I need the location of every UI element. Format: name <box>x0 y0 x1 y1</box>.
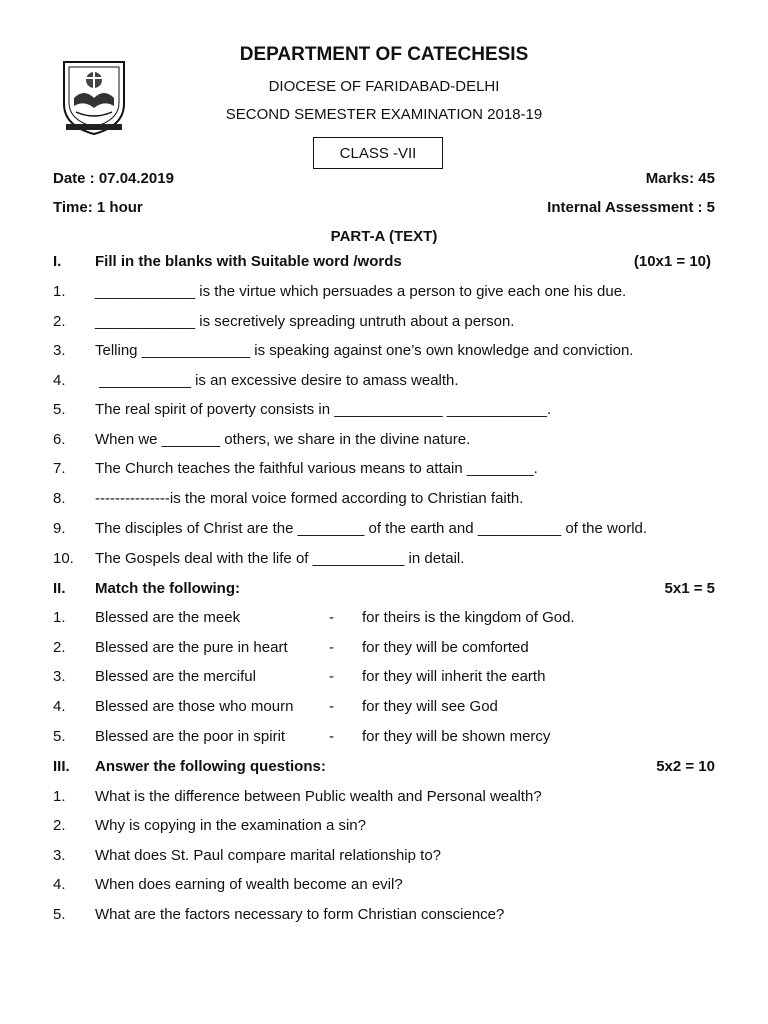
total-marks: Marks: 45 <box>645 170 715 187</box>
section-title: Fill in the blanks with Suitable word /words <box>95 253 402 270</box>
match-left: Blessed are the poor in spirit <box>95 728 286 745</box>
match-left: Blessed are the pure in heart <box>95 639 288 656</box>
class-box <box>313 137 443 169</box>
question-text: The Gospels deal with the life of ___________ in detail. <box>95 550 465 567</box>
match-dash: - <box>329 668 334 685</box>
match-right: for they will inherit the earth <box>362 668 546 685</box>
match-left: Blessed are the merciful <box>95 668 256 685</box>
question-number: 2. <box>53 313 66 330</box>
question-number: 8. <box>53 490 66 507</box>
section-title: Match the following: <box>95 580 240 597</box>
question-number: 1. <box>53 283 66 300</box>
match-left: Blessed are the meek <box>95 609 241 626</box>
match-number: 1. <box>53 609 66 626</box>
question-text: What is the difference between Public wealth and Personal wealth? <box>95 788 542 805</box>
question-number: 6. <box>53 431 66 448</box>
internal-assessment: Internal Assessment : 5 <box>547 199 715 216</box>
question-text: ____________ is the virtue which persuades a person to give each one his due. <box>95 283 627 300</box>
match-dash: - <box>329 639 334 656</box>
question-text: ___________ is an excessive desire to amass wealth. <box>95 372 459 389</box>
question-number: 5. <box>53 401 66 418</box>
section-marks: 5x2 = 10 <box>656 758 715 775</box>
section-numeral: II. <box>53 580 66 597</box>
question-number: 7. <box>53 460 66 477</box>
exam-name: SECOND SEMESTER EXAMINATION 2018-19 <box>225 106 543 123</box>
question-text: What are the factors necessary to form Christian conscience? <box>95 906 505 923</box>
match-number: 2. <box>53 639 66 656</box>
match-number: 3. <box>53 668 66 685</box>
section-title: Answer the following questions: <box>95 758 326 775</box>
question-text: The real spirit of poverty consists in _____________ ____________. <box>95 401 552 418</box>
question-number: 10. <box>53 550 74 567</box>
match-number: 4. <box>53 698 66 715</box>
question-number: 1. <box>53 788 66 805</box>
question-text: ____________ is secretively spreading untruth about a person. <box>95 313 515 330</box>
section-marks: 5x1 = 5 <box>664 580 715 597</box>
match-number: 5. <box>53 728 66 745</box>
question-text: ---------------is the moral voice formed according to Christian faith. <box>95 490 524 507</box>
question-number: 5. <box>53 906 66 923</box>
question-text: Telling _____________ is speaking against one’s own knowledge and conviction. <box>95 342 634 359</box>
diocese-name: DIOCESE OF FARIDABAD-DELHI <box>268 78 500 95</box>
question-text: When we _______ others, we share in the divine nature. <box>95 431 471 448</box>
exam-date: Date : 07.04.2019 <box>53 170 174 187</box>
match-right: for theirs is the kingdom of God. <box>362 609 575 626</box>
match-left: Blessed are those who mourn <box>95 698 294 715</box>
question-text: Why is copying in the examination a sin? <box>95 817 366 834</box>
diocese-seal-logo <box>58 54 130 138</box>
question-number: 3. <box>53 847 66 864</box>
question-text: The disciples of Christ are the ________ of the earth and __________ of the world. <box>95 520 648 537</box>
section-marks: (10x1 = 10) <box>633 253 711 270</box>
page-title: DEPARTMENT OF CATECHESIS <box>239 44 529 65</box>
question-number: 2. <box>53 817 66 834</box>
question-number: 4. <box>53 876 66 893</box>
exam-time: Time: 1 hour <box>53 199 143 216</box>
match-right: for they will see God <box>362 698 498 715</box>
question-number: 4. <box>53 372 66 389</box>
match-right: for they will be shown mercy <box>362 728 551 745</box>
question-text: The Church teaches the faithful various means to attain ________. <box>95 460 538 477</box>
question-text: What does St. Paul compare marital relationship to? <box>95 847 442 864</box>
class-label: CLASS -VII <box>339 144 417 162</box>
match-dash: - <box>329 728 334 745</box>
match-dash: - <box>329 609 334 626</box>
section-numeral: III. <box>53 758 70 775</box>
question-number: 9. <box>53 520 66 537</box>
match-dash: - <box>329 698 334 715</box>
section-numeral: I. <box>53 253 62 270</box>
question-number: 3. <box>53 342 66 359</box>
question-text: When does earning of wealth become an evil? <box>95 876 403 893</box>
match-right: for they will be comforted <box>362 639 529 656</box>
part-title: PART-A (TEXT) <box>330 228 438 245</box>
